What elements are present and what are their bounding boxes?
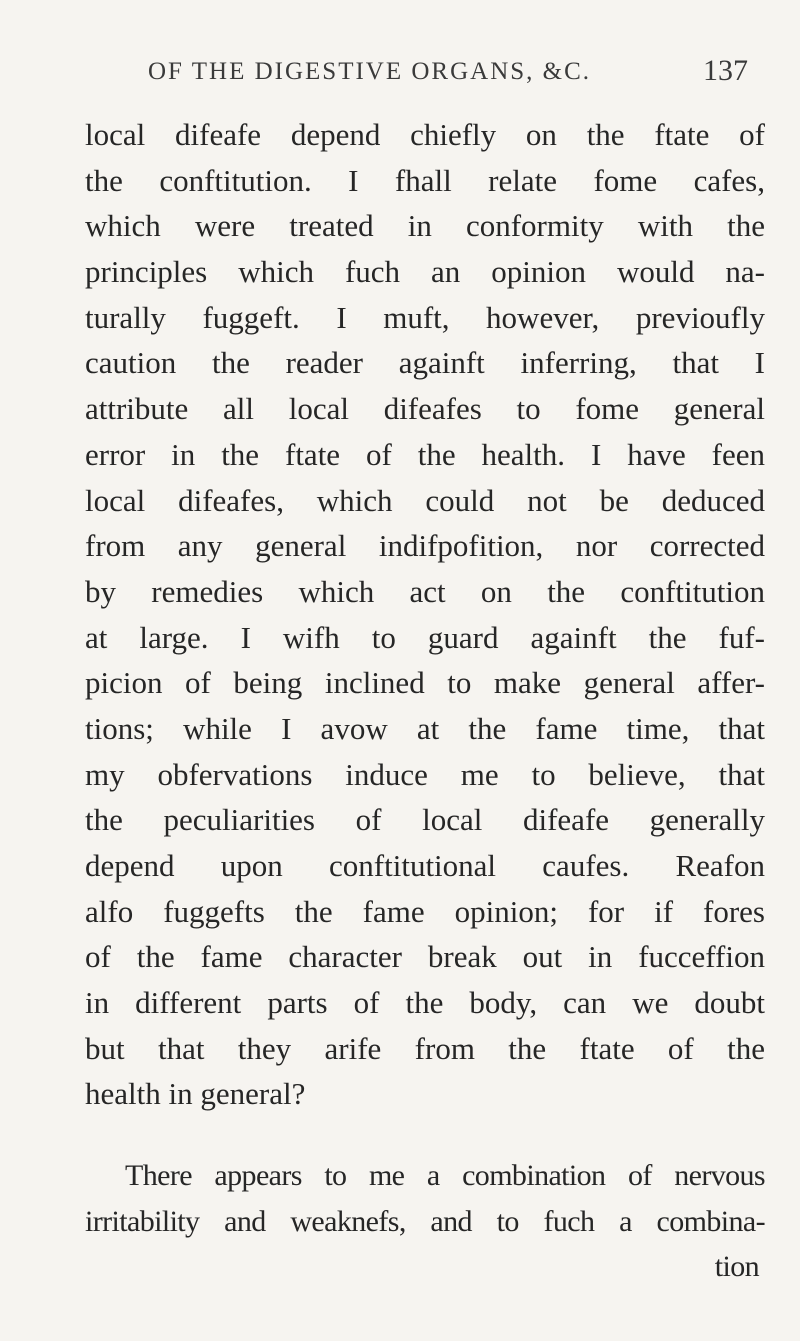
text-line: tions; while I avow at the fame time, that (85, 710, 765, 746)
text-line: from any general indifpofition, nor corrected (85, 528, 765, 564)
text-line: error in the ftate of the health. I have feen (85, 436, 765, 472)
catchword: tion (714, 1250, 759, 1284)
running-head-title: OF THE DIGESTIVE ORGANS, &C. (148, 58, 592, 85)
text-line: There appears to me a combination of nervous (125, 1159, 765, 1192)
page-number: 137 (703, 54, 748, 87)
text-line: local difeafes, which could not be deduced (85, 482, 765, 518)
text-line: by remedies which act on the conftitution (85, 573, 765, 609)
text-line: health in general? (85, 1076, 306, 1112)
text-line: principles which fuch an opinion would na- (85, 254, 765, 290)
text-line: attribute all local difeafes to fome general (85, 391, 765, 427)
text-line: caution the reader againft inferring, that I (85, 345, 765, 381)
text-line: my obfervations induce me to believe, that (85, 756, 765, 792)
paragraph-1 (85, 112, 765, 1117)
text-line: depend upon conftitutional caufes. Reafon (85, 848, 765, 883)
text-line: alfo fuggefts the fame opinion; for if fores (85, 893, 765, 929)
text-line: turally fuggeft. I muft, however, previoufly (85, 299, 765, 335)
text-line: of the fame character break out in fucceffion (85, 939, 765, 975)
text-line: the peculiarities of local difeafe generally (85, 802, 765, 838)
text-line: at large. I wifh to guard againft the fuf- (85, 619, 765, 655)
running-head (148, 52, 748, 92)
paragraph-2 (85, 1153, 765, 1290)
text-line: local difeafe depend chiefly on the ftate of (85, 117, 765, 152)
text-line: irritability and weaknefs, and to fuch a combina- (85, 1204, 765, 1238)
text-line: in different parts of the body, can we doubt (85, 985, 765, 1021)
text-line: but that they arife from the ftate of the (85, 1030, 765, 1066)
text-line: the conftitution. I fhall relate fome cafes, (85, 162, 765, 198)
text-line: which were treated in conformity with the (85, 208, 765, 244)
text-line: picion of being inclined to make general affer- (85, 665, 765, 701)
